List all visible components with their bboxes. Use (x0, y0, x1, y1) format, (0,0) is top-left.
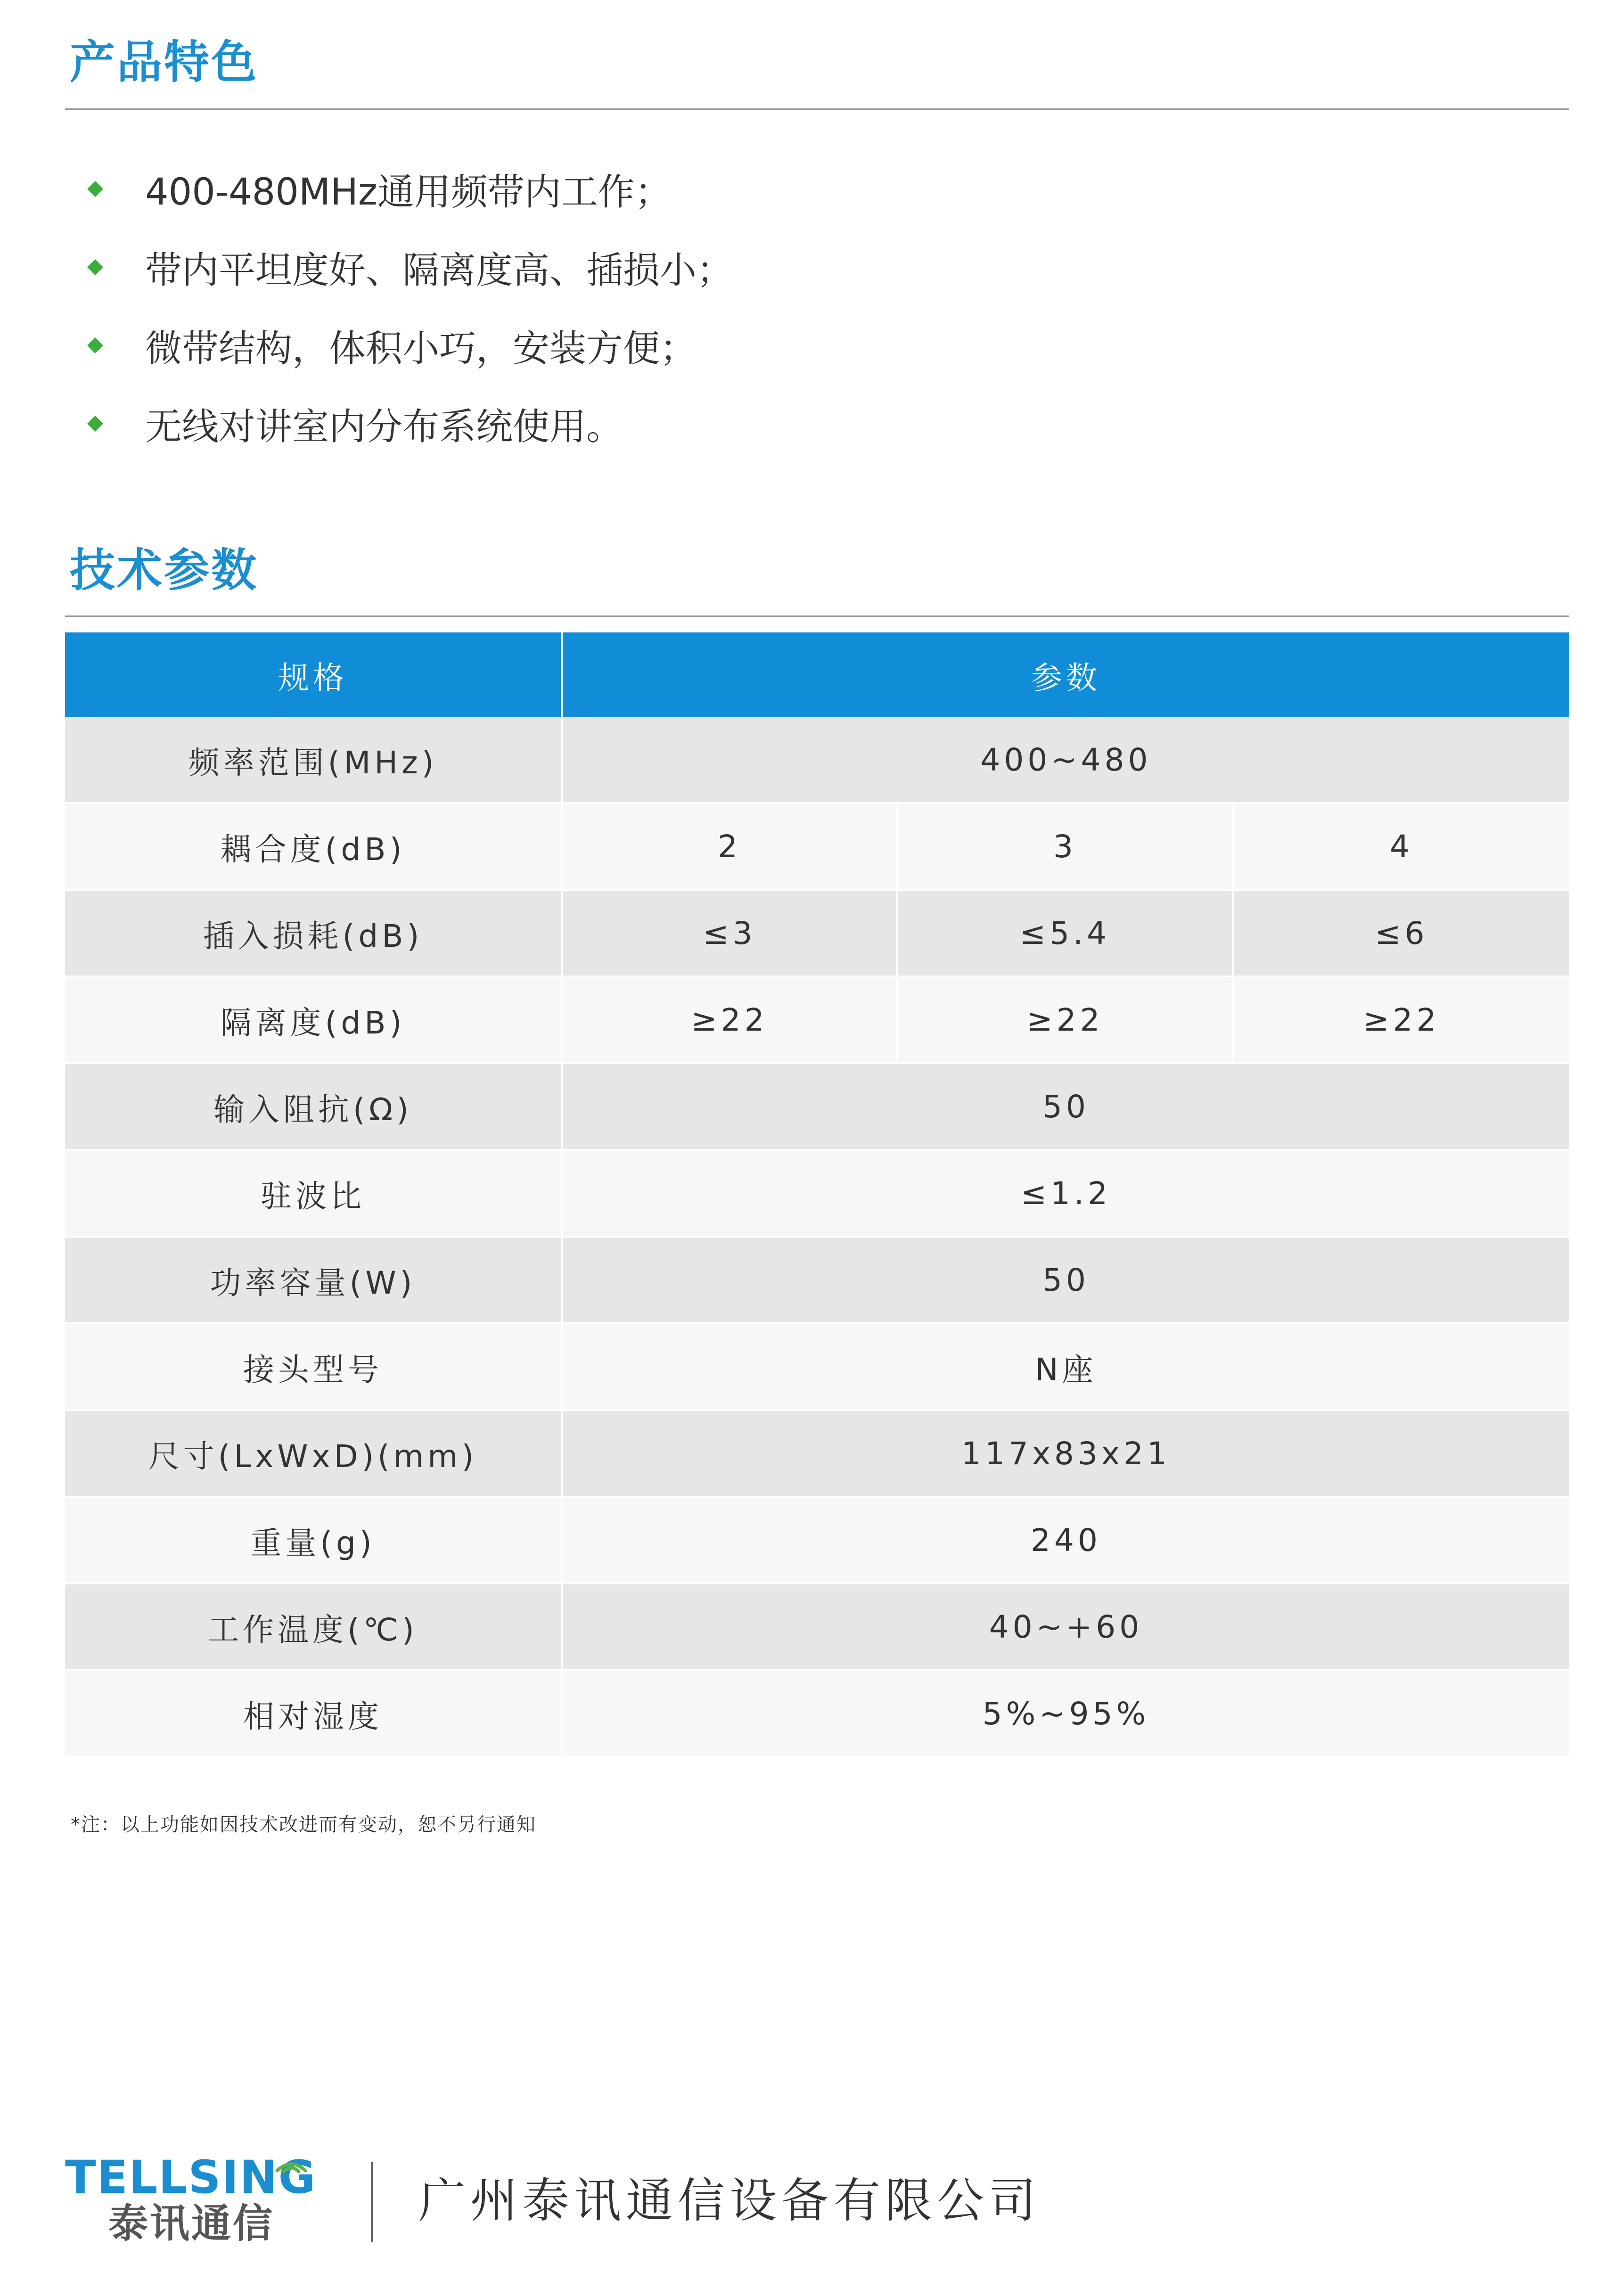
spec-value: 3 (897, 803, 1233, 890)
table-row (65, 1497, 1569, 1583)
spec-label: 重量(g) (65, 1497, 562, 1583)
signal-wave-icon (272, 2155, 310, 2173)
table-row (65, 1237, 1569, 1323)
spec-value: 40~+60 (562, 1583, 1569, 1670)
spec-label: 耦合度(dB) (65, 803, 562, 890)
feature-text: 微带结构，体积小巧，安装方便； (145, 328, 697, 370)
spec-value: ≥22 (1233, 976, 1569, 1063)
table-row (65, 1323, 1569, 1410)
table-row (65, 1410, 1569, 1497)
spec-label: 工作温度(℃) (65, 1583, 562, 1670)
features-divider (65, 108, 1569, 110)
feature-item (85, 306, 733, 385)
spec-value: ≥22 (897, 976, 1233, 1063)
diamond-bullet-icon (87, 181, 103, 197)
spec-label: 相对湿度 (65, 1670, 562, 1756)
spec-value: ≤3 (562, 890, 897, 976)
table-row (65, 890, 1569, 976)
logo-wordmark: TELLSING (65, 2151, 317, 2204)
spec-value: 400~480 (562, 717, 1569, 803)
spec-value: 2 (562, 803, 897, 890)
table-row (65, 976, 1569, 1063)
features-title: 产品特色 (70, 36, 258, 89)
spec-value: ≤6 (1233, 890, 1569, 976)
spec-table (65, 632, 1569, 1756)
company-logo (65, 2151, 338, 2249)
table-row (65, 1583, 1569, 1670)
spec-value: 240 (562, 1497, 1569, 1583)
spec-value: 5%~95% (562, 1670, 1569, 1756)
specs-title: 技术参数 (70, 544, 258, 597)
table-row (65, 1150, 1569, 1237)
table-row (65, 1063, 1569, 1150)
spec-value: 117x83x21 (562, 1410, 1569, 1497)
header-param: 参数 (562, 632, 1569, 717)
logo-chinese-name: 泰讯通信 (108, 2200, 275, 2247)
spec-value: 4 (1233, 803, 1569, 890)
feature-item (85, 150, 733, 228)
footnote: *注：以上功能如因技术改进而有变动，恕不另行通知 (71, 1814, 536, 1836)
spec-label: 频率范围(MHz) (65, 717, 562, 803)
spec-value: 50 (562, 1063, 1569, 1150)
footer-divider (371, 2162, 373, 2242)
spec-label: 插入损耗(dB) (65, 890, 562, 976)
table-row (65, 717, 1569, 803)
feature-text: 无线对讲室内分布系统使用。 (145, 406, 623, 448)
spec-label: 驻波比 (65, 1150, 562, 1237)
company-name: 广州泰讯通信设备有限公司 (418, 2173, 1041, 2228)
spec-label: 输入阻抗(Ω) (65, 1063, 562, 1150)
diamond-bullet-icon (87, 337, 103, 353)
spec-value: N座 (562, 1323, 1569, 1410)
feature-item (85, 228, 733, 306)
specs-divider (65, 615, 1569, 617)
feature-text: 400-480MHz通用频带内工作； (145, 171, 672, 213)
table-row (65, 803, 1569, 890)
spec-value: ≤1.2 (562, 1150, 1569, 1237)
spec-label: 接头型号 (65, 1323, 562, 1410)
spec-value: 50 (562, 1237, 1569, 1323)
feature-text: 带内平坦度好、隔离度高、插损小； (145, 249, 734, 292)
diamond-bullet-icon (87, 259, 103, 275)
feature-list (85, 150, 733, 463)
feature-item (85, 385, 733, 463)
spec-label: 隔离度(dB) (65, 976, 562, 1063)
table-header-row (65, 632, 1569, 717)
diamond-bullet-icon (87, 416, 103, 432)
table-row (65, 1670, 1569, 1756)
spec-value: ≥22 (562, 976, 897, 1063)
spec-label: 尺寸(LxWxD)(mm) (65, 1410, 562, 1497)
header-spec: 规格 (65, 632, 562, 717)
spec-label: 功率容量(W) (65, 1237, 562, 1323)
spec-value: ≤5.4 (897, 890, 1233, 976)
